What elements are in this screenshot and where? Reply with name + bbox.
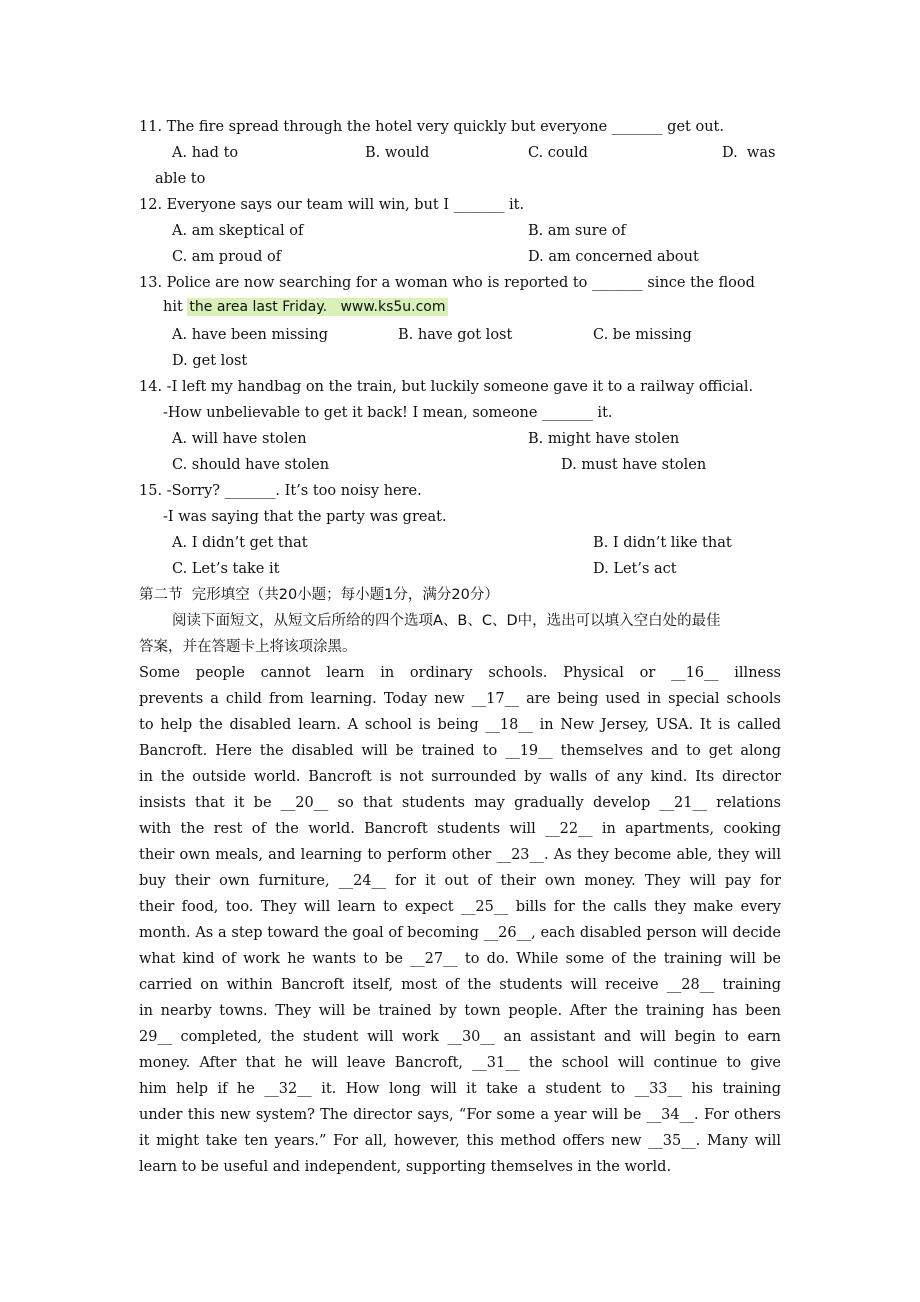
passage-line: prevents a child from learning. Today new __17__ are being used in special schools [139, 691, 781, 707]
question-14-option-a: A. will have stolen [172, 431, 307, 447]
question-11-option-a: A. had to [172, 145, 239, 161]
passage-line: their food, too. They will learn to expect __25__ bills for the calls they make every [139, 899, 781, 915]
section-instruction-line-2: 答案，并在答题卡上将该项涂黑。 [139, 639, 357, 655]
question-12-option-c: C. am proud of [172, 249, 282, 265]
question-14-stem: 14. -I left my handbag on the train, but luckily someone gave it to a railway official. [139, 379, 754, 395]
question-13-option-b: B. have got lost [398, 327, 513, 343]
question-15-option-a: A. I didn’t get that [172, 535, 308, 551]
passage-line-last: learn to be useful and independent, supporting themselves in the world. [139, 1159, 672, 1175]
question-11-option-d: D. was [722, 145, 776, 161]
watermark-highlight: the area last Friday. www.ks5u.com [189, 299, 446, 315]
question-15-option-d: D. Let’s act [593, 561, 677, 577]
section-heading: 第二节 完形填空（共20小题；每小题1分，满分20分） [139, 587, 499, 603]
question-13-stem-start: hit [163, 299, 183, 315]
question-14-option-c: C. should have stolen [172, 457, 330, 473]
section-instruction-line-1: 阅读下面短文，从短文后所给的四个选项A、B、C、D中，选出可以填入空白处的最佳 [172, 613, 721, 629]
passage-line: month. As a step toward the goal of becoming __26__, each disabled person will decide [139, 925, 781, 941]
question-12-option-b: B. am sure of [528, 223, 626, 239]
passage-line: him help if he __32__ it. How long will it take a student to __33__ his training [139, 1081, 781, 1097]
passage-line: carried on within Bancroft itself, most of the students will receive __28__ training [139, 977, 781, 993]
question-11-stem: 11. The fire spread through the hotel very quickly but everyone _______ get out. [139, 119, 724, 135]
passage-line: with the rest of the world. Bancroft students will __22__ in apartments, cooking [139, 821, 781, 837]
question-13-option-d: D. get lost [172, 353, 248, 369]
question-14-stem-cont: -How unbelievable to get it back! I mean, someone _______ it. [163, 405, 613, 421]
question-12-stem: 12. Everyone says our team will win, but I _______ it. [139, 197, 525, 213]
passage-line: in nearby towns. They will be trained by town people. After the training has been [139, 1003, 781, 1019]
passage-line: buy their own furniture, __24__ for it out of their own money. They will pay for [139, 873, 781, 889]
question-11-option-c: C. could [528, 145, 588, 161]
question-11-option-b: B. would [365, 145, 430, 161]
question-14-option-d: D. must have stolen [561, 457, 707, 473]
question-15-option-c: C. Let’s take it [172, 561, 280, 577]
passage-line: it might take ten years.” For all, however, this method offers new __35__. Many will [139, 1133, 781, 1149]
passage-line: 29__ completed, the student will work __30__ an assistant and will begin to earn [139, 1029, 781, 1045]
question-15-stem: 15. -Sorry? _______. It’s too noisy here. [139, 483, 422, 499]
passage-line: in the outside world. Bancroft is not surrounded by walls of any kind. Its director [139, 769, 781, 785]
passage-line: under this new system? The director says, “For some a year will be __34__. For others [139, 1107, 781, 1123]
question-15-option-b: B. I didn’t like that [593, 535, 732, 551]
passage-line: Bancroft. Here the disabled will be trained to __19__ themselves and to get along [139, 743, 781, 759]
question-14-option-b: B. might have stolen [528, 431, 680, 447]
passage-line: what kind of work he wants to be __27__ to do. While some of the training will be [139, 951, 781, 967]
question-13-stem-cont [163, 298, 448, 316]
question-13-stem: 13. Police are now searching for a woman who is reported to _______ since the flood [139, 275, 755, 291]
question-12-option-a: A. am skeptical of [172, 223, 304, 239]
question-13-option-a: A. have been missing [172, 327, 328, 343]
passage-line: money. After that he will leave Bancroft, __31__ the school will continue to give [139, 1055, 781, 1071]
passage-line: to help the disabled learn. A school is being __18__ in New Jersey, USA. It is called [139, 717, 781, 733]
question-15-stem-cont: -I was saying that the party was great. [163, 509, 447, 525]
question-12-option-d: D. am concerned about [528, 249, 699, 265]
passage-line: insists that it be __20__ so that students may gradually develop __21__ relations [139, 795, 781, 811]
question-11-option-d-cont: able to [155, 171, 206, 187]
passage-line: Some people cannot learn in ordinary schools. Physical or __16__ illness [139, 665, 781, 681]
passage-line: their own meals, and learning to perform other __23__. As they become able, they will [139, 847, 781, 863]
question-13-option-c: C. be missing [593, 327, 692, 343]
